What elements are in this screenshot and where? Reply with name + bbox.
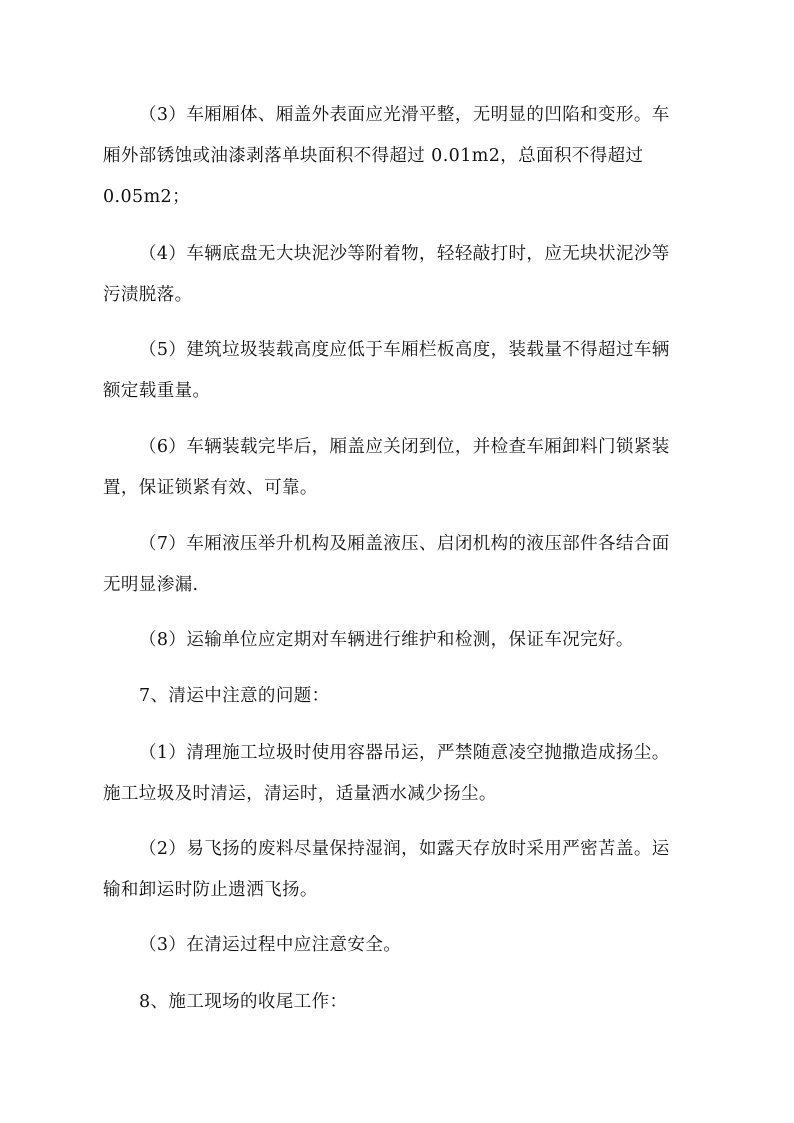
section-heading-8 xyxy=(103,982,693,1023)
text-line: （8）运输单位应定期对车辆进行维护和检测，保证车况完好。 xyxy=(139,630,634,650)
text-line: （3）在清运过程中应注意安全。 xyxy=(139,935,402,955)
text-line: （4）车辆底盘无大块泥沙等附着物，轻轻敲打时，应无块状泥沙等 xyxy=(139,244,670,264)
paragraph-item-7-hydraulics xyxy=(103,524,693,606)
heading-line: 8、施工现场的收尾工作： xyxy=(139,992,348,1012)
text-line: 输和卸运时防止遗洒飞扬。 xyxy=(103,880,318,900)
text-line: （1）清理施工垃圾时使用容器吊运，严禁随意凌空抛撒造成扬尘。 xyxy=(139,743,670,763)
heading-line: 7、清运中注意的问题： xyxy=(139,686,330,706)
paragraph-item-8-maintenance xyxy=(103,620,693,661)
text-line: 0.05m2； xyxy=(103,187,190,207)
text-line: 污渍脱落。 xyxy=(103,285,193,305)
text-line: 额定载重量。 xyxy=(103,381,211,401)
text-line: 厢外部锈蚀或油漆剥落单块面积不得超过 0.01m2，总面积不得超过 xyxy=(103,146,644,166)
text-line: （6）车辆装载完毕后，厢盖应关闭到位，并检查车厢卸料门锁紧装 xyxy=(139,437,670,457)
text-line: （7）车厢液压举升机构及厢盖液压、启闭机构的液压部件各结合面 xyxy=(139,534,670,554)
paragraph-cleanup-item-1 xyxy=(103,733,693,815)
paragraph-cleanup-item-3 xyxy=(103,925,693,966)
section-heading-7 xyxy=(103,676,693,717)
text-line: 无明显渗漏. xyxy=(103,575,199,595)
paragraph-cleanup-item-2 xyxy=(103,829,693,911)
paragraph-item-5-load-height xyxy=(103,330,693,412)
text-line: （2）易飞扬的废料尽量保持湿润，如露天存放时采用严密苫盖。运 xyxy=(139,839,670,859)
text-line: 施工垃圾及时清运，清运时，适量洒水减少扬尘。 xyxy=(103,784,497,804)
paragraph-item-6-lid-closing xyxy=(103,427,693,509)
paragraph-item-3-car-body xyxy=(103,95,693,218)
paragraph-item-4-chassis xyxy=(103,234,693,316)
text-line: （3）车厢厢体、厢盖外表面应光滑平整，无明显的凹陷和变形。车 xyxy=(139,105,670,125)
text-line: （5）建筑垃圾装载高度应低于车厢栏板高度，装载量不得超过车辆 xyxy=(139,340,670,360)
text-line: 置，保证锁紧有效、可靠。 xyxy=(103,478,318,498)
